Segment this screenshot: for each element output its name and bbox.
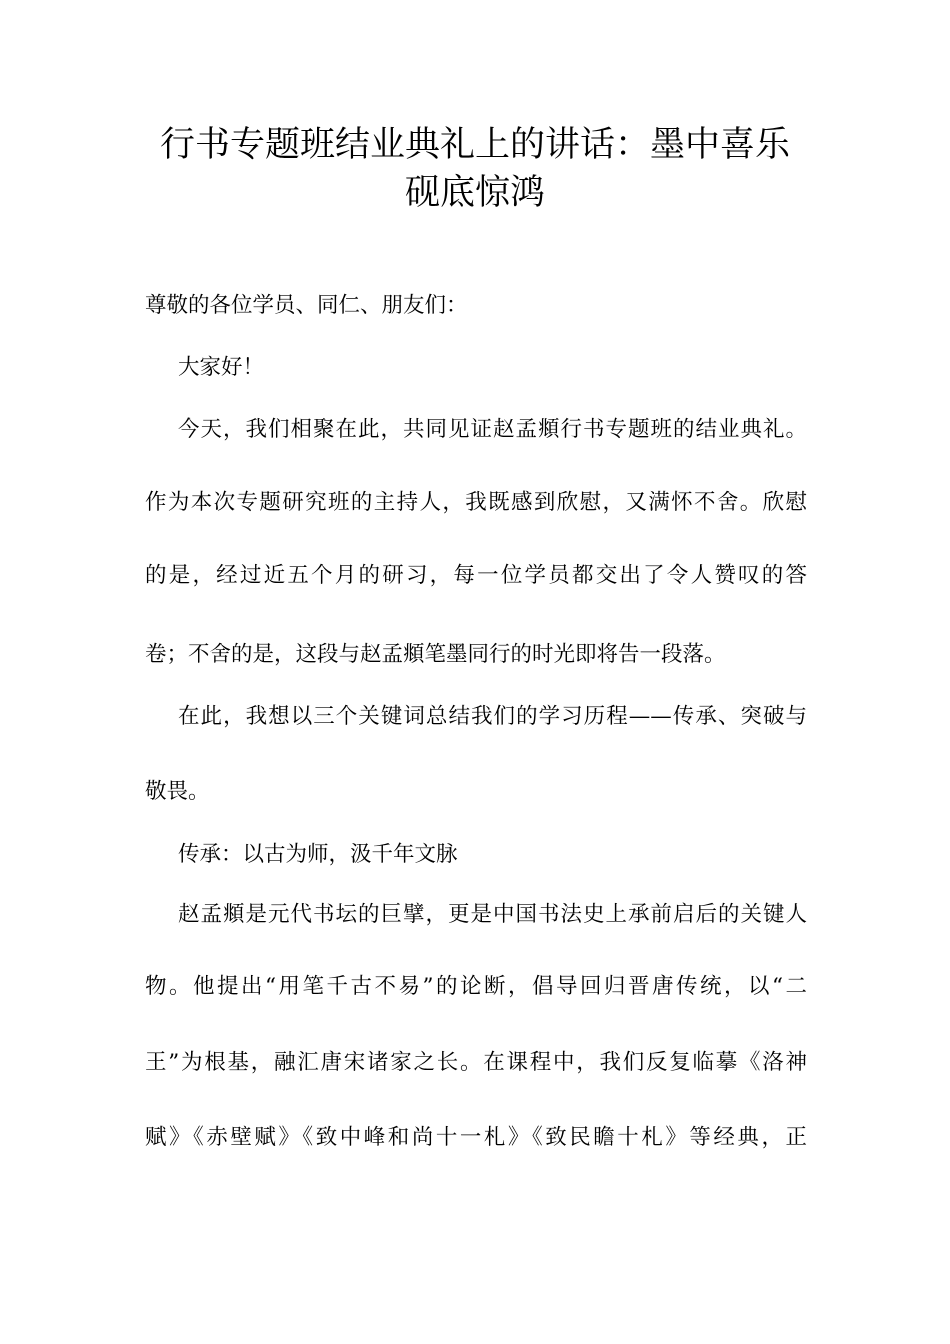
greeting: 大家好！ <box>178 355 265 380</box>
paragraph-line: 敬畏。 <box>145 779 210 804</box>
paragraph-line: 王”为根基，融汇唐宋诸家之长。在课程中，我们反复临摹《洛神 <box>145 1050 807 1075</box>
paragraph-line: 在此，我想以三个关键词总结我们的学习历程——传承、突破与 <box>178 704 807 729</box>
paragraph-line: 物。他提出“用笔千古不易”的论断，倡导回归晋唐传统，以“二 <box>145 974 807 999</box>
section-heading: 传承：以古为师，汲千年文脉 <box>178 842 458 867</box>
paragraph-line: 卷；不舍的是，这段与赵孟頫笔墨同行的时光即将告一段落。 <box>145 642 726 667</box>
document-title-line-2: 砚底惊鸿 <box>404 173 545 213</box>
salutation: 尊敬的各位学员、同仁、朋友们： <box>145 293 468 318</box>
paragraph-line: 今天，我们相聚在此，共同见证赵孟頫行书专题班的结业典礼。 <box>178 417 807 442</box>
paragraph-line: 赵孟頫是元代书坛的巨擘，更是中国书法史上承前启后的关键人 <box>178 902 807 927</box>
paragraph-line: 赋》《赤壁赋》《致中峰和尚十一札》《致民瞻十札》等经典，正 <box>145 1125 807 1150</box>
paragraph-line: 作为本次专题研究班的主持人，我既感到欣慰，又满怀不舍。欣慰 <box>145 490 807 515</box>
document-title-line-1: 行书专题班结业典礼上的讲话：墨中喜乐 <box>159 125 790 165</box>
paragraph-line: 的是，经过近五个月的研习，每一位学员都交出了令人赞叹的答 <box>145 563 807 588</box>
